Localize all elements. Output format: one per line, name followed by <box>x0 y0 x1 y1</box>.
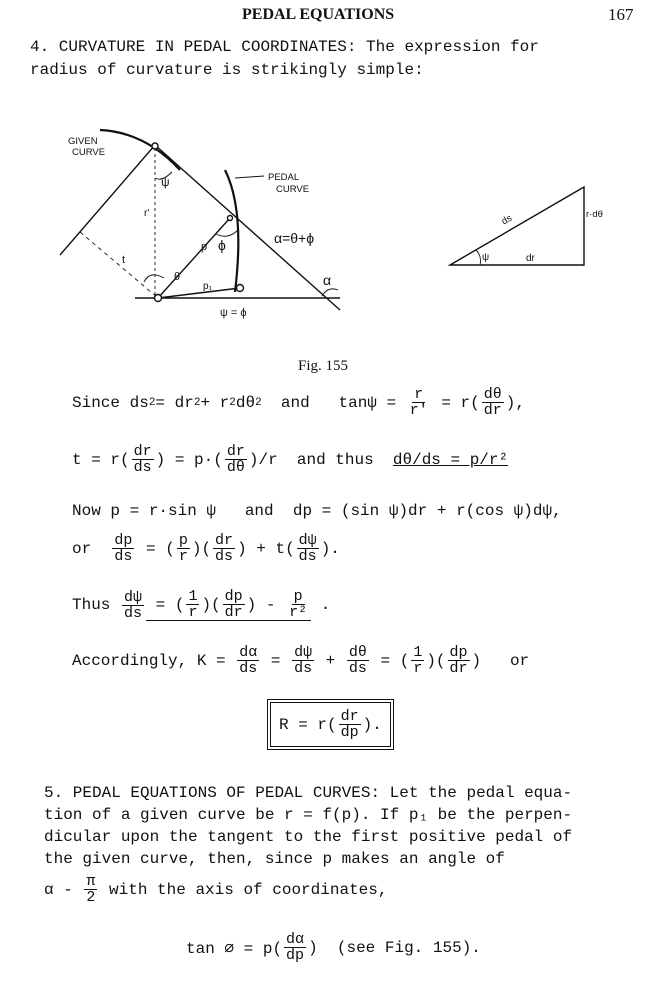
section4-line1: 4. CURVATURE IN PEDAL COORDINATES: The expression for <box>30 38 539 56</box>
label-t: t <box>122 254 126 266</box>
section5-alpha-line: α - $\frac{\pi}{2}$ with the axis of coordinates, <box>44 873 388 906</box>
label-alpha: α <box>323 272 332 288</box>
section5-line3: dicular upon the tangent to the first positive pedal of <box>44 828 573 846</box>
label-pedal-2: CURVE <box>276 184 310 195</box>
section4-line2: radius of curvature is strikingly simple: <box>30 61 424 79</box>
eq-or: or $\frac{dp}{ds}$ = ( $\frac{p}{r}$ )( $\frac{dr}{ds}$ ) + t( $\frac{d\psi}{ds}$ ). <box>72 532 340 565</box>
label-pedal-1: PEDAL <box>268 172 300 183</box>
eq-t: t = r( $\frac{dr}{ds}$ ) = p·( $\frac{dr}{d\theta}$ )/r and thus dθ/ds = p/r² <box>72 443 509 476</box>
label-theta: θ <box>174 271 181 283</box>
label-phi: ϕ <box>218 237 226 253</box>
label-p1: p₁ <box>203 281 212 292</box>
label-psi-eq-phi: ψ = ϕ <box>220 307 247 319</box>
section5-line2: tion of a given curve be r = f(p). If p₁ be the perpen- <box>44 806 573 824</box>
label-given-2: CURVE <box>72 147 106 158</box>
label-ds: ds <box>499 212 515 228</box>
label-psi-tri: ψ <box>482 252 490 263</box>
eq-accordingly: Accordingly, K = $\frac{d\alpha}{ds}$ = $\frac{d\psi}{ds}$ + $\frac{d\theta}{ds}$ = ( $\frac{1}{r}$ )( $\frac{dp}{dr}$ ) or <box>72 644 530 677</box>
page-number: 167 <box>608 5 634 24</box>
given-curve <box>100 130 180 170</box>
eq-tan-phi: tan ∅ = p( $\frac{d\alpha}{dp}$ ) (see Fig. 155). <box>186 931 481 964</box>
eq-R-boxed: R = r( $\frac{dr}{dp}$ ). <box>270 702 391 747</box>
eq-since: Since ds 2 = dr 2 + r 2 dθ 2 and tanψ = $\frac{r}{r'}$ = r( $\frac{d\theta}{dr}$ ), <box>72 386 525 419</box>
eq-now: Now p = r·sin ψ and dp = (sin ψ)dr + r(cos ψ)dψ, <box>72 502 562 520</box>
label-r-dtheta: r·dθ <box>586 209 603 220</box>
section5-line4: the given curve, then, since p makes an angle of <box>44 850 505 868</box>
figure-caption: Fig. 155 <box>298 358 349 374</box>
figure-155 <box>40 110 630 330</box>
label-psi-top: ψ <box>161 175 170 189</box>
label-given-1: GIVEN <box>68 136 98 147</box>
page-title: PEDAL EQUATIONS <box>242 6 395 23</box>
label-alpha-eq: α=θ+ϕ <box>274 230 315 246</box>
label-dr: dr <box>526 253 535 264</box>
label-p: p <box>201 241 208 253</box>
eq-thus: Thus $\frac{d\psi}{ds}$ = ( $\frac{1}{r}$ )( $\frac{dp}{dr}$ ) - $\frac{p}{\text{r²}}$ . <box>72 588 331 622</box>
tangent-line <box>60 145 155 255</box>
section5-line1: 5. PEDAL EQUATIONS OF PEDAL CURVES: Let the pedal equa- <box>44 784 573 802</box>
triangle <box>450 187 584 265</box>
label-r-prime: r' <box>144 208 150 219</box>
